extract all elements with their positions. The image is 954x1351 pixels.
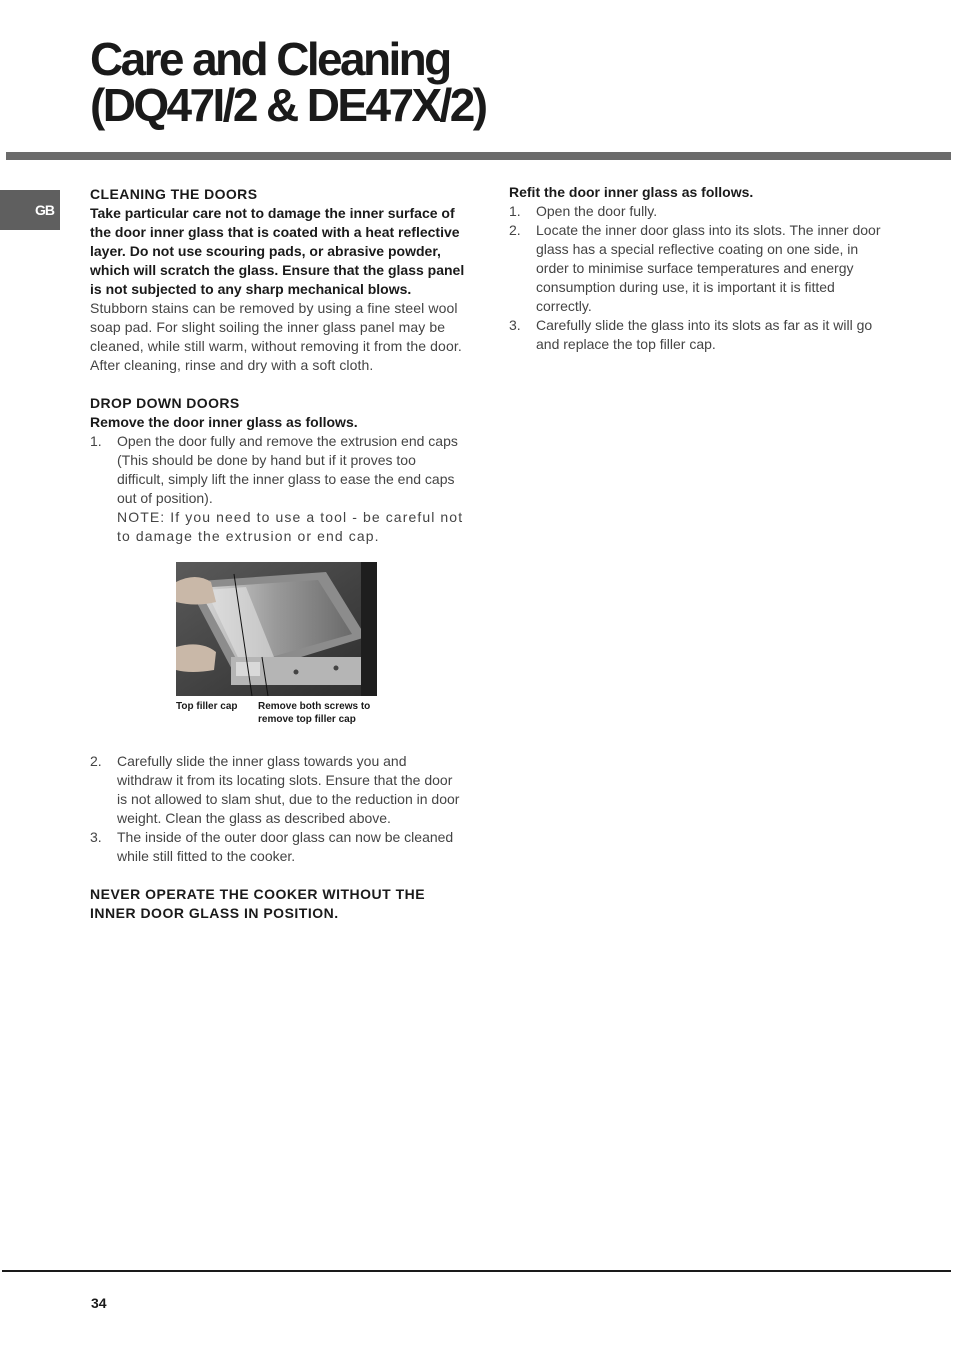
page-number: 34: [91, 1295, 107, 1311]
cleaning-doors-heading: CLEANING THE DOORS: [90, 186, 258, 202]
step-number: 3.: [90, 829, 102, 845]
remove-steps-list: [90, 432, 465, 546]
remove-glass-heading: Remove the door inner glass as follows.: [90, 414, 358, 430]
drop-down-doors-heading: DROP DOWN DOORS: [90, 395, 240, 411]
remove-step: [90, 432, 465, 546]
step-number: 2.: [509, 222, 521, 238]
step-number: 2.: [90, 753, 102, 769]
step-number: 3.: [509, 317, 521, 333]
page-title: [90, 33, 486, 131]
language-tab: GB: [0, 190, 60, 230]
cleaning-instructions: Stubborn stains can be removed by using a fine steel wool soap pad. For slight soiling the inner glass panel may be cleaned, while still warm, without removing it from the door. After cleaning, rinse and dry with a soft cloth.: [90, 300, 462, 373]
remove-step: [90, 752, 465, 828]
header-divider: [6, 152, 951, 160]
refit-step: [509, 221, 884, 316]
refit-step: [509, 316, 884, 354]
final-warning: NEVER OPERATE THE COOKER WITHOUT THE INNER DOOR GLASS IN POSITION.: [90, 886, 426, 921]
right-column: [509, 183, 884, 354]
door-figure: [90, 562, 465, 740]
top-filler-cap-caption: Top filler cap: [176, 701, 238, 712]
refit-glass-heading: Refit the door inner glass as follows.: [509, 184, 754, 200]
step-text: The inside of the outer door glass can now be cleaned while still fitted to the cooker.: [117, 829, 454, 864]
step-text: Carefully slide the glass into its slots as far as it will go and replace the top filler cap.: [536, 317, 873, 352]
step-text: Locate the inner door glass into its slots. The inner door glass has a special reflective coating on one side, in order to minimise surface temperatures and energy consumption during use, it is important it is fitted correctly.: [536, 222, 881, 314]
refit-step: [509, 202, 884, 221]
step-text: Open the door fully and remove the extrusion end caps (This should be done by hand but if it proves too difficult, simply lift the inner glass to ease the end caps out of position).: [117, 433, 458, 506]
footer-divider: [2, 1270, 951, 1272]
step-note: NOTE: If you need to use a tool - be careful not to damage the extrusion or end cap.: [117, 509, 464, 544]
oven-door-illustration: [176, 562, 377, 696]
page-title-line-2: (DQ47I/2 & DE47X/2): [90, 79, 486, 131]
remove-screws-caption: Remove both screws to remove top filler cap: [258, 701, 371, 725]
door-glass-photo: [176, 562, 377, 696]
remove-step: [90, 828, 465, 866]
step-number: 1.: [90, 433, 102, 449]
step-number: 1.: [509, 203, 521, 219]
step-text: Open the door fully.: [536, 203, 658, 219]
step-text: Carefully slide the inner glass towards you and withdraw it from its locating slots. Ensure that the door is not allowed to slam shut, due to the reduction in door weight. Clean the glass as described above.: [117, 753, 460, 826]
remove-steps-list-continued: [90, 752, 465, 866]
cleaning-warning: Take particular care not to damage the inner surface of the door inner glass that is coated with a heat reflective layer. Do not use scouring pads, or abrasive powder, which will scratch the glass. Ensure that the glass panel is not subjected to any sharp mechanical blows.: [90, 205, 465, 297]
refit-steps-list: [509, 202, 884, 354]
page-title-line-1: Care and Cleaning: [90, 33, 450, 85]
left-column: [90, 185, 465, 923]
